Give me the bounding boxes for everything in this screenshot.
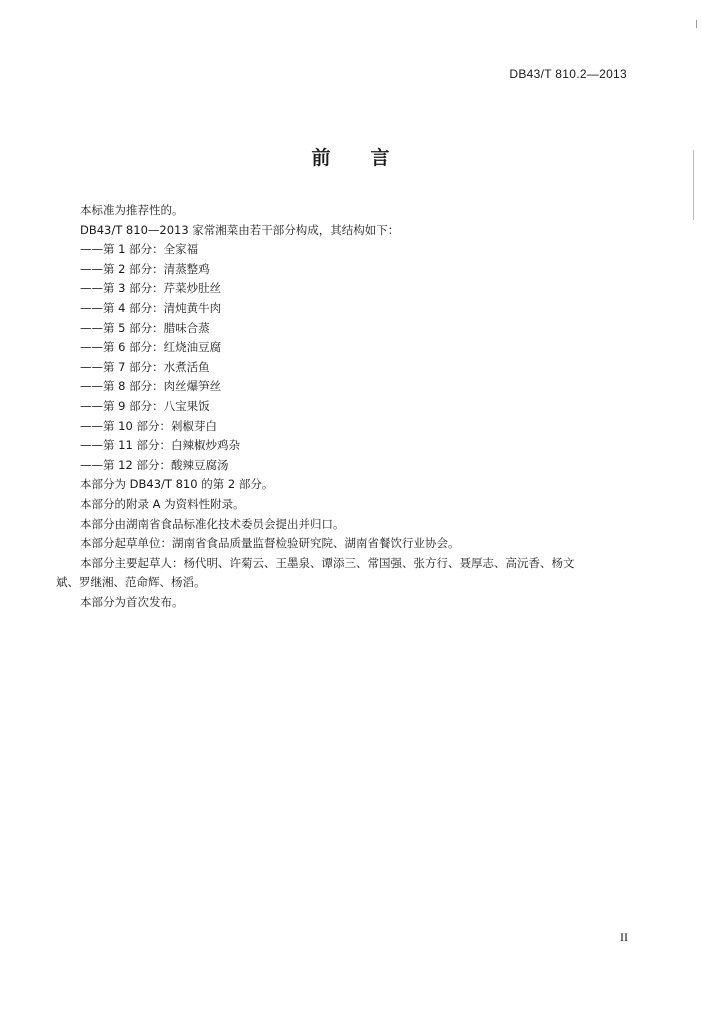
drafters-line: 本部分主要起草人：杨代明、许菊云、王墨泉、谭添三、常国强、张方行、聂厚志、高沅香、杨文 bbox=[80, 555, 575, 570]
scan-edge-mark bbox=[696, 20, 697, 28]
document-body bbox=[56, 201, 650, 612]
list-item: ——第 10 部分：剁椒芽白 bbox=[80, 418, 217, 433]
list-item: ——第 7 部分：水煮活鱼 bbox=[80, 359, 210, 374]
list-item: ——第 3 部分：芹菜炒肚丝 bbox=[80, 281, 222, 296]
drafters-line-continued: 斌、罗继湘、范命辉、杨滔。 bbox=[56, 575, 206, 590]
document-number: DB43/T 810.2—2013 bbox=[509, 67, 627, 81]
paragraph-line: 本部分为首次发布。 bbox=[80, 594, 184, 609]
list-item: ——第 5 部分：腊味合蒸 bbox=[80, 320, 210, 335]
paragraph-line: 本部分起草单位：湖南省食品质量监督检验研究院、湖南省餐饮行业协会。 bbox=[80, 536, 460, 551]
list-item: ——第 12 部分：酸辣豆腐汤 bbox=[80, 457, 229, 472]
paragraph-line: 本标准为推荐性的。 bbox=[80, 203, 184, 217]
list-item: ——第 1 部分：全家福 bbox=[80, 242, 199, 257]
list-item: ——第 6 部分：红烧油豆腐 bbox=[80, 340, 222, 355]
list-item: ——第 11 部分：白辣椒炒鸡杂 bbox=[80, 438, 240, 453]
paragraph-line: 本部分的附录 A 为资料性附录。 bbox=[80, 496, 245, 511]
paragraph-line: DB43/T 810—2013 家常湘菜由若干部分构成，其结构如下： bbox=[80, 222, 400, 237]
paragraph-line: 本部分由湖南省食品标准化技术委员会提出并归口。 bbox=[80, 516, 345, 531]
list-item: ——第 2 部分：清蒸整鸡 bbox=[80, 261, 210, 276]
list-item: ——第 4 部分：清炖黄牛肉 bbox=[80, 300, 222, 315]
page-number: II bbox=[620, 930, 628, 944]
list-item: ——第 9 部分：八宝果饭 bbox=[80, 398, 210, 413]
list-item: ——第 8 部分：肉丝爆笋丝 bbox=[80, 379, 222, 394]
page-title: 前言 bbox=[311, 147, 430, 169]
paragraph-line: 本部分为 DB43/T 810 的第 2 部分。 bbox=[80, 477, 274, 492]
scan-edge-mark bbox=[693, 150, 694, 220]
